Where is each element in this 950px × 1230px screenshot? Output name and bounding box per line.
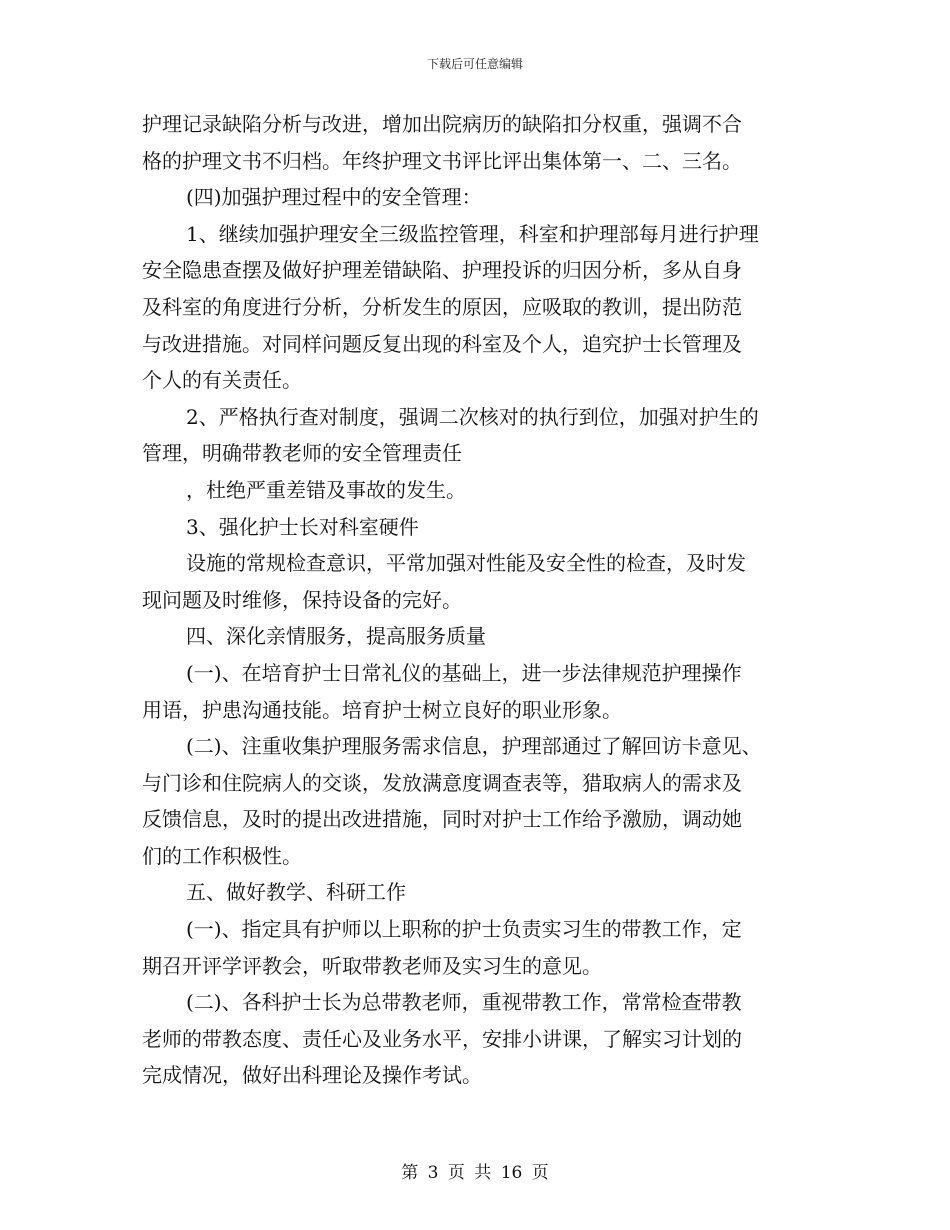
page-header: 下载后可任意编辑 xyxy=(426,57,523,71)
text-line: 3、强化护士长对科室硬件 xyxy=(186,514,419,539)
text-line: 护理记录缺陷分析与改进，增加出院病历的缺陷扣分权重，强调不合 xyxy=(142,112,742,136)
text-line: 格的护理文书不归档。年终护理文书评比评出集体第一、二、三名。 xyxy=(142,148,742,173)
text-line: 2、严格执行查对制度，强调二次核对的执行到位，加强对护生的 xyxy=(186,404,759,429)
text-line: 五、做好教学、科研工作 xyxy=(186,880,406,905)
text-line: 老师的带教态度、责任心及业务水平，安排小讲课，了解实习计划的 xyxy=(142,1026,742,1051)
text-line: 及科室的角度进行分析，分析发生的原因，应吸取的教训，提出防范 xyxy=(142,294,742,319)
text-line: 设施的常规检查意识，平常加强对性能及安全性的检查，及时发 xyxy=(186,551,746,576)
text-line: 管理，明确带教老师的安全管理责任 xyxy=(142,441,462,466)
text-line: 四、深化亲情服务，提高服务质量 xyxy=(186,624,486,649)
text-line: (一)、在培育护士日常礼仪的基础上，进一步法律规范护理操作 xyxy=(186,660,742,685)
text-line: 完成情况，做好出科理论及操作考试。 xyxy=(142,1063,482,1088)
text-line: 安全隐患查摆及做好护理差错缺陷、护理投诉的归因分析，多从自身 xyxy=(142,258,742,283)
text-line: 与门诊和住院病人的交谈，发放满意度调查表等，猎取病人的需求及 xyxy=(142,770,742,795)
text-line: 们的工作积极性。 xyxy=(142,843,302,868)
text-line: 1、继续加强护理安全三级监控管理，科室和护理部每月进行护理 xyxy=(186,221,759,246)
text-line: (一)、指定具有护师以上职称的护士负责实习生的带教工作，定 xyxy=(186,917,742,942)
text-line: (二)、各科护士长为总带教老师，重视带教工作，常常检查带教 xyxy=(186,990,742,1015)
text-line: 用语，护患沟通技能。培育护士树立良好的职业形象。 xyxy=(142,697,622,722)
document-body xyxy=(142,106,812,1094)
text-line: (二)、注重收集护理服务需求信息，护理部通过了解回访卡意见、 xyxy=(186,734,762,759)
text-line: (四)加强护理过程中的安全管理： xyxy=(186,185,482,210)
text-line: 反馈信息，及时的提出改进措施，同时对护士工作给予激励，调动她 xyxy=(142,807,742,832)
page-footer: 第 3 页 共 16 页 xyxy=(401,1163,549,1183)
text-line: 现问题及时维修，保持设备的完好。 xyxy=(142,587,462,612)
text-line: 与改进措施。对同样问题反复出现的科室及个人，追究护士长管理及 xyxy=(142,331,742,356)
text-line: 期召开评学评教会，听取带教老师及实习生的意见。 xyxy=(142,953,602,978)
text-line: 个人的有关责任。 xyxy=(142,368,302,393)
text-line: ，杜绝严重差错及事故的发生。 xyxy=(186,477,466,502)
